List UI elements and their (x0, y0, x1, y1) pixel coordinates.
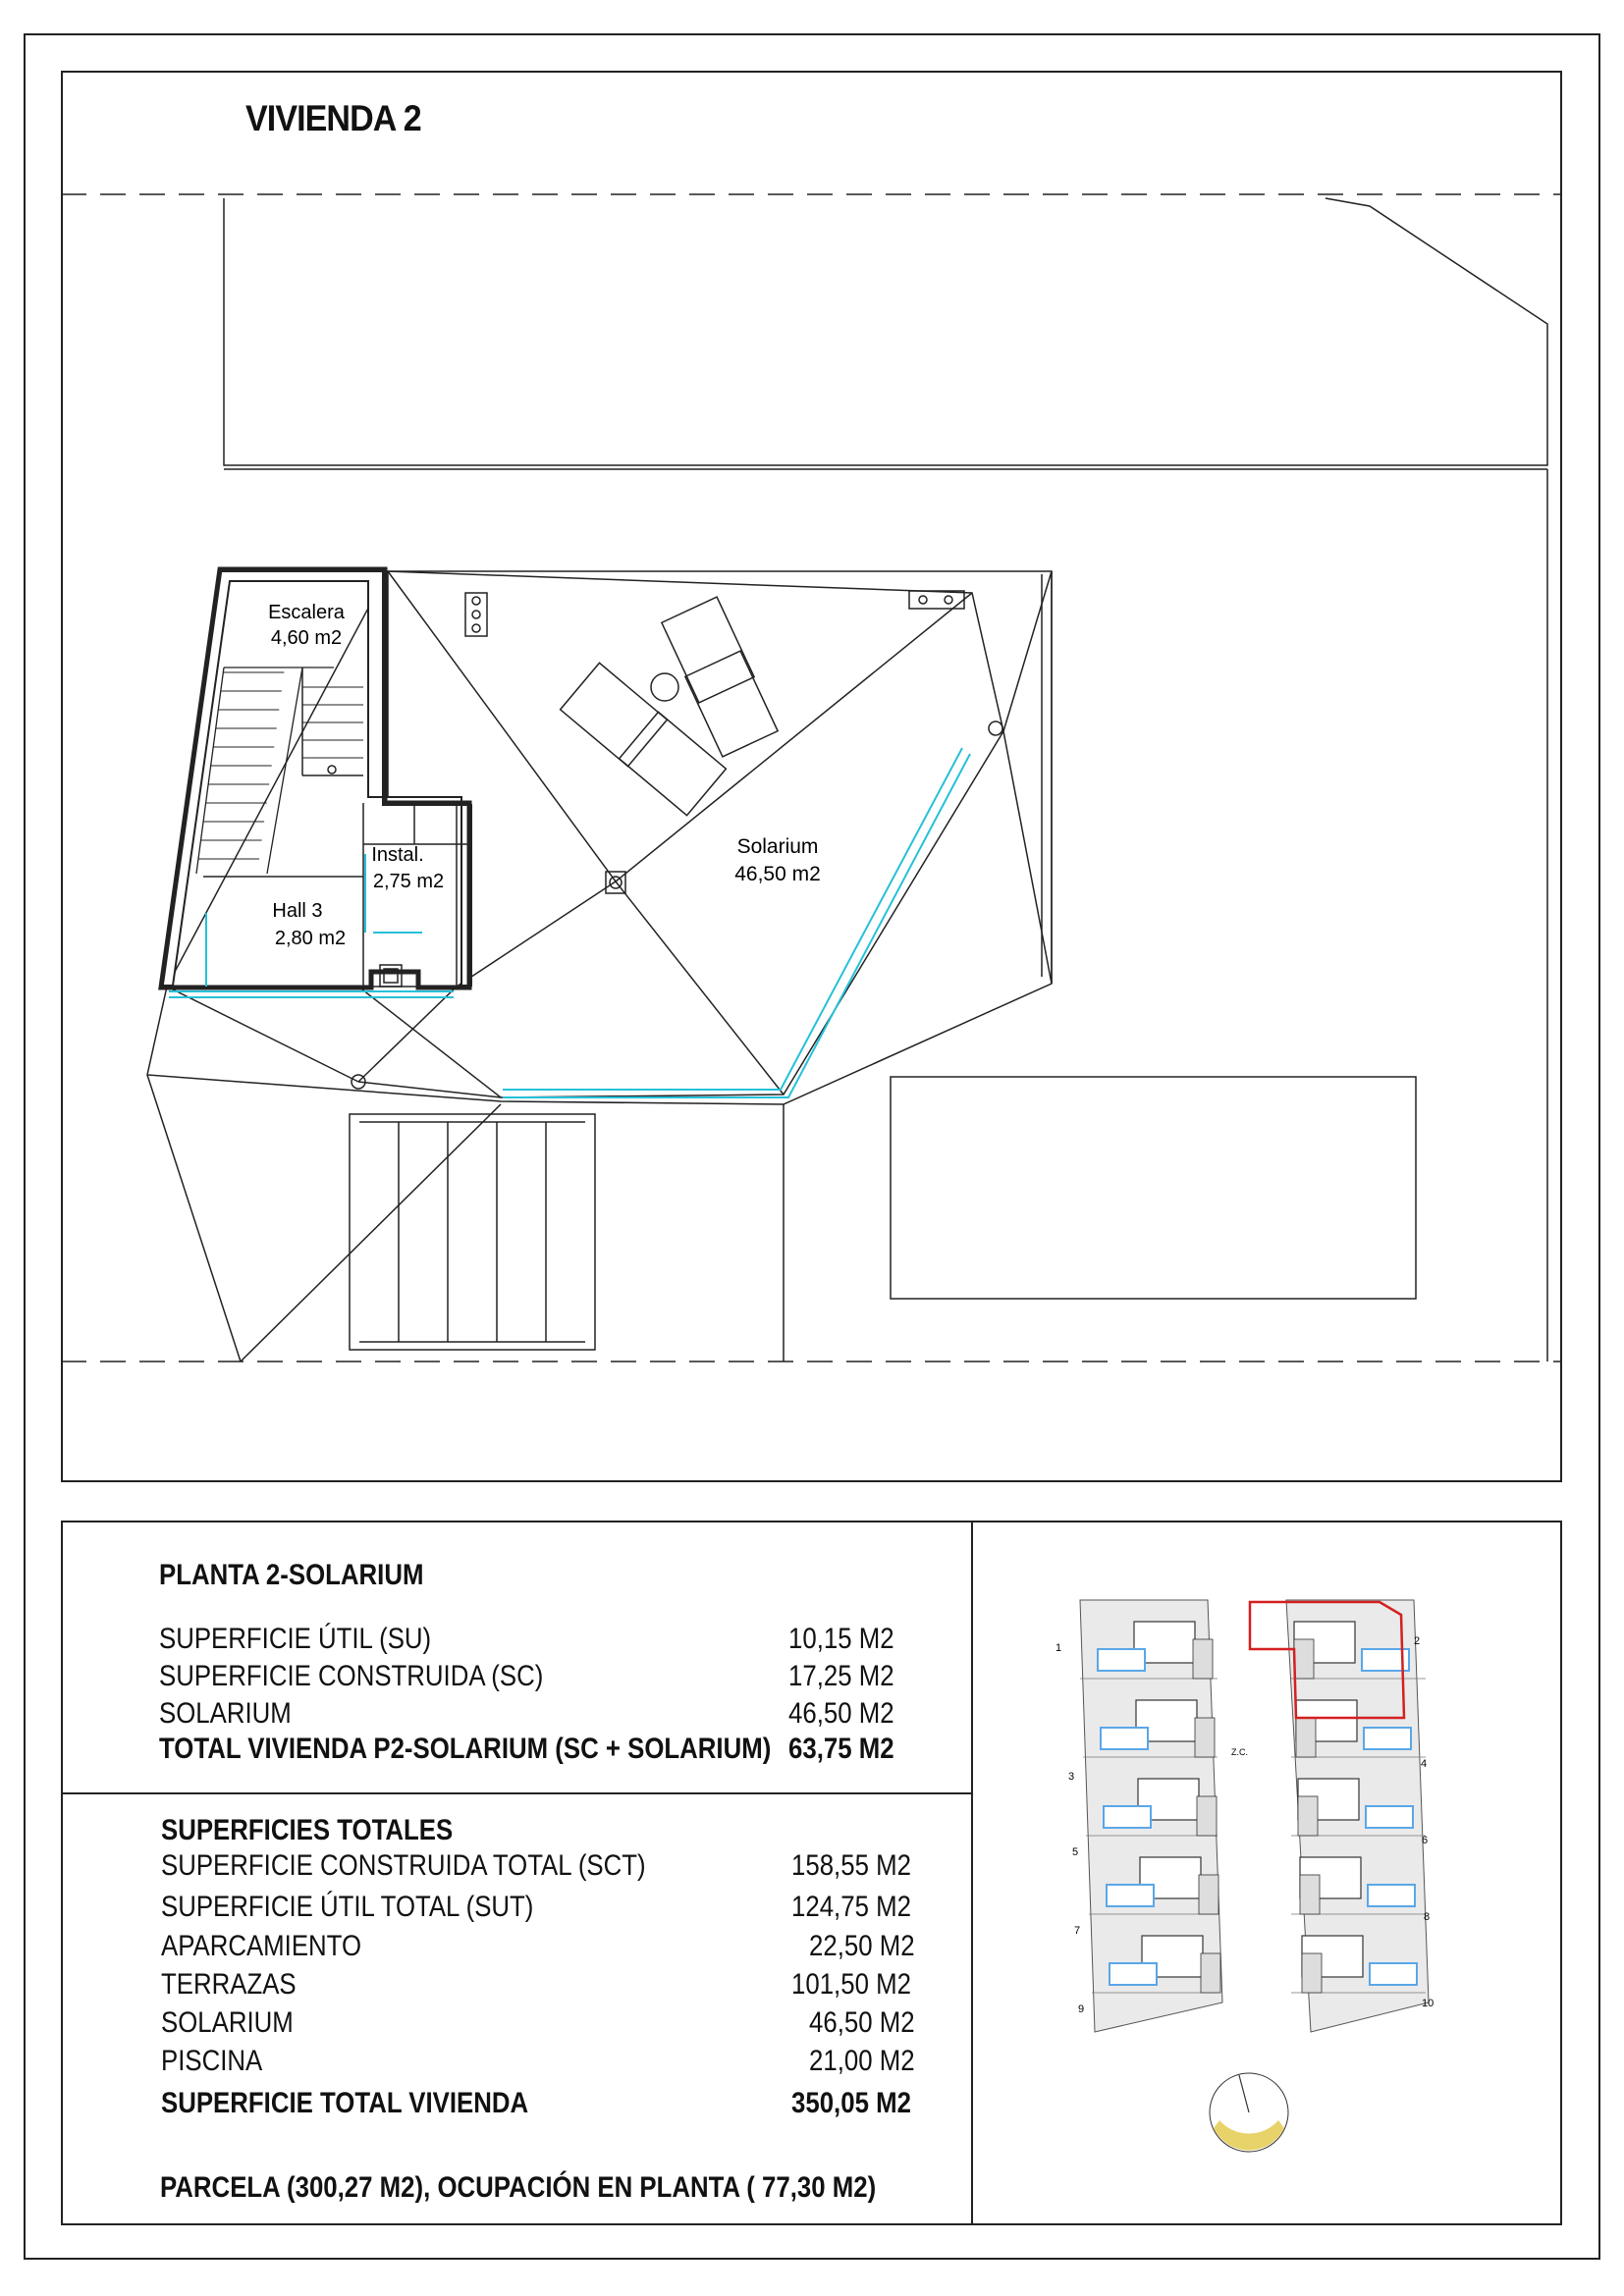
site-pool-right (1364, 1728, 1411, 1749)
roof-outline (147, 571, 1052, 1104)
totales-row-value: 46,50 M2 (809, 2006, 915, 2039)
site-number-left: 1 (1056, 1642, 1062, 1654)
page-title: VIVIENDA 2 (245, 98, 421, 138)
site-number-right: 2 (1414, 1635, 1421, 1647)
solarium-outline (358, 571, 1003, 1097)
planta-row-value: 10,15 M2 (788, 1623, 894, 1655)
totales-row-label: PISCINA (161, 2045, 263, 2077)
totales-row-value: 22,50 M2 (809, 1930, 915, 1962)
site-pool-left (1107, 1885, 1154, 1906)
totales-row-label: SOLARIUM (161, 2006, 294, 2039)
site-plan-thumbnail (982, 1531, 1551, 2218)
planta-row-label: SUPERFICIE ÚTIL (SU) (159, 1623, 432, 1655)
site-garage-left (1199, 1875, 1218, 1914)
totales-row-label: APARCAMIENTO (161, 1930, 362, 1962)
site-pool-left (1110, 1963, 1157, 1985)
site-pool-right (1368, 1885, 1415, 1906)
totales-row-value: 158,55 M2 (791, 1849, 911, 1882)
planta-total-value: 63,75 M2 (788, 1733, 894, 1765)
site-garage-left (1195, 1718, 1215, 1757)
site-number-right: 10 (1422, 1998, 1435, 2009)
site-garage-left (1193, 1639, 1213, 1679)
site-garage-right (1298, 1796, 1318, 1836)
site-pool-left (1104, 1806, 1151, 1828)
appliance (465, 593, 487, 636)
room-area-solarium: 46,50 m2 (734, 863, 821, 885)
sun-lounger (561, 663, 668, 766)
planta-total-label: TOTAL VIVIENDA P2-SOLARIUM (SC + SOLARIUM) (159, 1733, 772, 1765)
site-pool-right (1370, 1963, 1417, 1985)
site-pool-left (1098, 1649, 1145, 1671)
site-garage-left (1201, 1953, 1220, 1993)
site-number-left: 9 (1078, 2003, 1085, 2015)
site-number-left: 7 (1074, 1925, 1081, 1937)
totales-row-label: SUPERFICIE CONSTRUIDA TOTAL (SCT) (161, 1849, 646, 1882)
totales-row-value: 101,50 M2 (791, 1968, 911, 2001)
room-area-instal: 2,75 m2 (372, 871, 445, 892)
totales-row-value: 124,75 M2 (791, 1891, 911, 1923)
parcela-summary: PARCELA (300,27 M2), OCUPACIÓN EN PLANTA ( 77,30 M2) (160, 2171, 877, 2204)
compass (1210, 2073, 1288, 2152)
site-garage-right (1302, 1953, 1322, 1993)
garage-roof (350, 1114, 595, 1350)
site-number-right: 6 (1422, 1835, 1429, 1846)
totales-row-label: SUPERFICIE ÚTIL TOTAL (SUT) (161, 1891, 534, 1923)
totales-row-label: TERRAZAS (161, 1968, 297, 2001)
planta-heading: PLANTA 2-SOLARIUM (159, 1559, 424, 1591)
planta-row-label: SUPERFICIE CONSTRUIDA (SC) (159, 1660, 544, 1692)
pool-outline (891, 1077, 1416, 1299)
totales-total-label: SUPERFICIE TOTAL VIVIENDA (161, 2087, 529, 2119)
site-pool-right (1366, 1806, 1413, 1828)
planta-row-label: SOLARIUM (159, 1697, 292, 1730)
room-label-instal: Instal. (371, 844, 424, 866)
site-pool-left (1101, 1728, 1148, 1749)
site-number-left: 5 (1072, 1846, 1079, 1858)
site-number-left: 3 (1068, 1771, 1075, 1783)
planta-row-value: 46,50 M2 (788, 1697, 894, 1730)
room-label-hall: Hall 3 (272, 900, 323, 922)
room-area-hall: 2,80 m2 (274, 928, 347, 949)
site-number-right: 4 (1421, 1758, 1428, 1770)
site-garage-right (1294, 1639, 1314, 1679)
totales-row-value: 21,00 M2 (809, 2045, 915, 2077)
site-garage-right (1296, 1718, 1316, 1757)
street-label: Z.C. (1231, 1747, 1248, 1757)
site-garage-right (1300, 1875, 1320, 1914)
site-garage-left (1197, 1796, 1217, 1836)
totales-total-value: 350,05 M2 (791, 2087, 911, 2119)
site-number-right: 8 (1424, 1911, 1431, 1923)
glass-balustrade (169, 748, 970, 1097)
planta-row-value: 17,25 M2 (788, 1660, 894, 1692)
neighbour-plot-outline (224, 198, 1547, 465)
room-area-escalera: 4,60 m2 (270, 627, 343, 649)
totales-heading: SUPERFICIES TOTALES (161, 1814, 454, 1846)
stair-treads (196, 667, 334, 874)
room-label-solarium: Solarium (736, 835, 819, 858)
room-label-escalera: Escalera (268, 602, 345, 623)
